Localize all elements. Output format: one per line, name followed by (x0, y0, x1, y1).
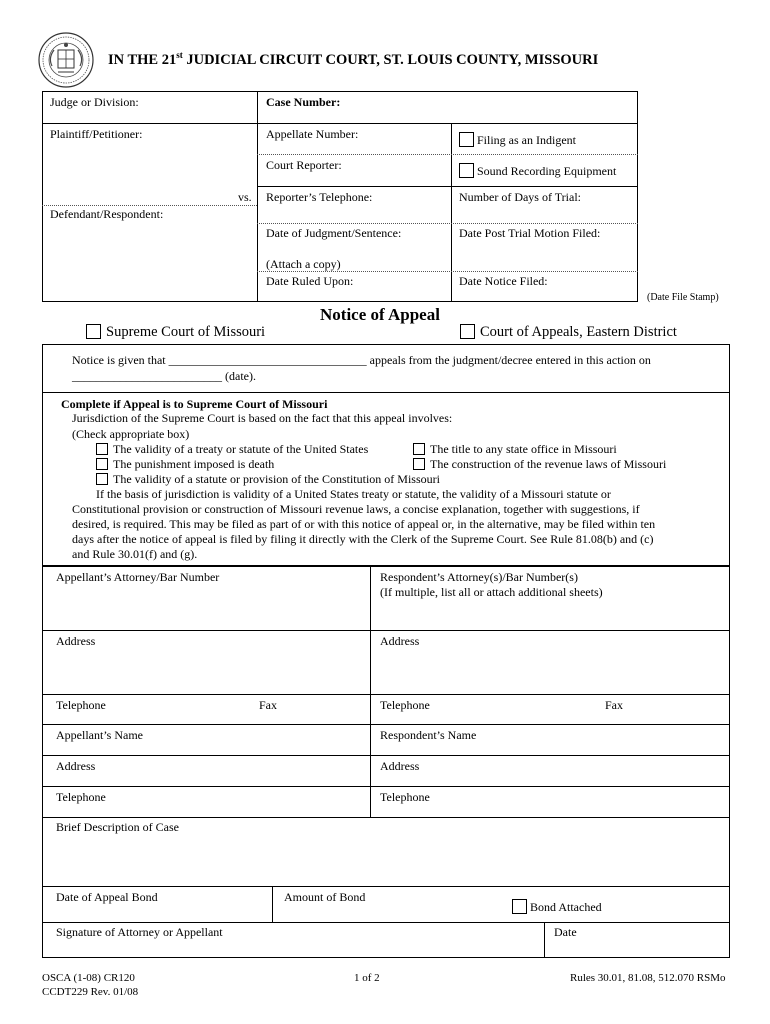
respondent-attorney-telephone-label: Telephone (380, 698, 430, 712)
supreme-court-label: Supreme Court of Missouri (106, 324, 266, 340)
rules-citation: Rules 30.01, 81.08, 512.070 RSMo (570, 972, 726, 984)
page-number: 1 of 2 (354, 972, 380, 984)
days-of-trial-label: Number of Days of Trial: (459, 190, 581, 204)
mo-constitution-label: The validity of a statute or provision of the Constitution of Missouri (113, 472, 440, 486)
death-penalty-label: The punishment imposed is death (113, 457, 275, 471)
bond-attached-checkbox[interactable] (512, 899, 527, 914)
sound-recording-checkbox[interactable] (459, 163, 474, 178)
date-appeal-bond-label: Date of Appeal Bond (56, 890, 158, 904)
appellant-attorney-label: Appellant’s Attorney/Bar Number (56, 570, 220, 584)
respondent-name-label: Respondent’s Name (380, 728, 477, 742)
appellant-telephone-label: Telephone (56, 790, 106, 804)
brief-description-label: Brief Description of Case (56, 820, 179, 834)
jurisdiction-para-line: days after the notice of appeal is filed by filing it directly with the Clerk of the Supreme Court. See Rule 81.08(b) and (c) (72, 532, 654, 546)
reporter-telephone-label: Reporter’s Telephone: (266, 190, 373, 204)
jurisdiction-paragraph (72, 487, 655, 562)
date-ruled-label: Date Ruled Upon: (266, 274, 354, 288)
judge-division-label: Judge or Division: (50, 95, 139, 109)
date-notice-label: Date Notice Filed: (459, 274, 548, 288)
amount-of-bond-label: Amount of Bond (284, 890, 366, 904)
case-number-label: Case Number: (266, 95, 341, 109)
notice-heading: Notice of Appeal (320, 305, 440, 324)
notice-line-2: _________________________ (date). (72, 369, 256, 383)
court-of-appeals-checkbox[interactable] (460, 324, 475, 339)
bond-attached-label: Bond Attached (530, 900, 602, 914)
filing-indigent-checkbox[interactable] (459, 132, 474, 147)
respondent-attorney-note: (If multiple, list all or attach additional sheets) (380, 585, 603, 599)
notice-line-1: Notice is given that _________________________________ appeals from the judgment/decree entered in this action on (72, 353, 651, 367)
respondent-telephone-label: Telephone (380, 790, 430, 804)
state-office-label: The title to any state office in Missouri (430, 442, 617, 456)
jurisdiction-para-line: desired, is required. This may be filed as part of or with this notice of appeal or, in the alternative, may be filed within ten (72, 517, 656, 531)
court-seal-icon (38, 32, 94, 88)
form-id: OSCA (1-08) CR120 (42, 972, 135, 984)
death-penalty-checkbox[interactable] (96, 458, 108, 470)
date-judgment-label: Date of Judgment/Sentence: (266, 226, 402, 240)
revenue-laws-checkbox[interactable] (413, 458, 425, 470)
respondent-attorney-address-label: Address (380, 634, 420, 648)
appellate-number-label: Appellate Number: (266, 127, 359, 141)
sound-recording-label: Sound Recording Equipment (477, 164, 617, 178)
plaintiff-label: Plaintiff/Petitioner: (50, 127, 143, 141)
respondent-address-label: Address (380, 759, 420, 773)
attach-copy-label: (Attach a copy) (266, 257, 341, 271)
jurisdiction-para-line: If the basis of jurisdiction is validity of a United States treaty or statute, the validity of a Missouri statute or (96, 487, 611, 501)
respondent-attorney-fax-label: Fax (605, 698, 623, 712)
filing-indigent-label: Filing as an Indigent (477, 133, 576, 147)
jurisdiction-para-line: and Rule 30.01(f) and (g). (72, 547, 198, 561)
appellant-attorney-fax-label: Fax (259, 698, 277, 712)
mo-constitution-checkbox[interactable] (96, 473, 108, 485)
respondent-attorney-label: Respondent’s Attorney(s)/Bar Number(s) (380, 570, 578, 584)
jurisdiction-check-note: (Check appropriate box) (72, 427, 190, 441)
revenue-laws-label: The construction of the revenue laws of Missouri (430, 457, 667, 471)
appellant-attorney-address-label: Address (56, 634, 96, 648)
signature-label: Signature of Attorney or Appellant (56, 925, 223, 939)
date-post-trial-label: Date Post Trial Motion Filed: (459, 226, 601, 240)
date-file-stamp-label: (Date File Stamp) (647, 292, 719, 303)
court-title: IN THE 21st JUDICIAL CIRCUIT COURT, ST. LOUIS COUNTY, MISSOURI (108, 50, 599, 68)
supreme-court-checkbox[interactable] (86, 324, 101, 339)
jurisdiction-intro: Jurisdiction of the Supreme Court is based on the fact that this appeal involves: (72, 411, 453, 425)
vs-label: vs. (238, 190, 252, 204)
treaty-statute-label: The validity of a treaty or statute of the United States (113, 442, 369, 456)
court-reporter-label: Court Reporter: (266, 158, 342, 172)
appellant-attorney-telephone-label: Telephone (56, 698, 106, 712)
jurisdiction-para-line: Constitutional provision or construction of Missouri revenue laws, a concise explanation, together with suggestions, if (72, 502, 640, 516)
appellant-name-label: Appellant’s Name (56, 728, 143, 742)
signature-date-label: Date (554, 925, 577, 939)
court-of-appeals-label: Court of Appeals, Eastern District (480, 324, 677, 340)
jurisdiction-heading: Complete if Appeal is to Supreme Court of Missouri (61, 397, 328, 411)
treaty-statute-checkbox[interactable] (96, 443, 108, 455)
form-revision: CCDT229 Rev. 01/08 (42, 986, 139, 998)
appellant-address-label: Address (56, 759, 96, 773)
state-office-checkbox[interactable] (413, 443, 425, 455)
defendant-label: Defendant/Respondent: (50, 207, 164, 221)
